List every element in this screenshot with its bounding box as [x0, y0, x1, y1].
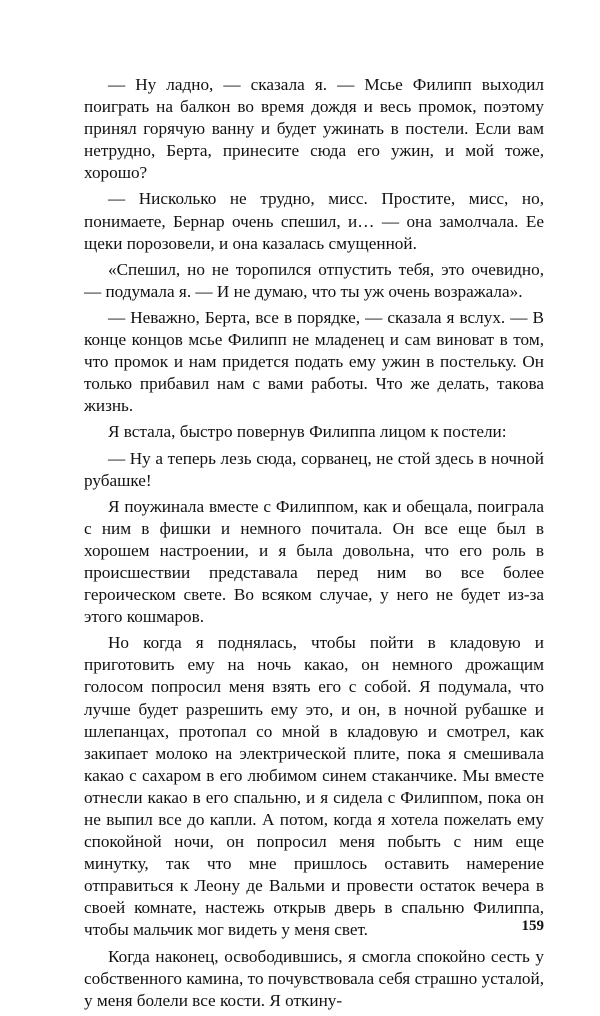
- body-text: [84, 74, 544, 1016]
- page-number: 159: [521, 918, 544, 934]
- paragraph: Я поужинала вместе с Филиппом, как и обещала, поиграла с ним в фишки и немного почитала. Он все еще был в хорошем настроении, и я была довольна, что его роль в происшествии представала перед ним во все более героическом свете. Во всяком случае, у него не будет из-за этого кошмаров.: [84, 496, 544, 627]
- paragraph: «Спешил, но не торопился отпустить тебя, это очевидно, — подумала я. — И не думаю, что ты уж очень возражала».: [84, 259, 544, 301]
- paragraph: — Ну ладно, — сказала я. — Мсье Филипп выходил поиграть на балкон во время дождя и весь промок, поэтому принял горячую ванну и будет ужинать в постели. Если вам нетрудно, Берта, принесите сюда его ужин, и мой тоже, хорошо?: [84, 75, 544, 183]
- paragraph: — Неважно, Берта, все в порядке, — сказала я вслух. — В конце концов мсье Филипп не младенец и сам виноват в том, что промок и нам придется подать ему ужин в постельку. Он только прибавил нам с вами работы. Что же делать, такова жизнь.: [84, 307, 544, 416]
- paragraph: Когда наконец, освободившись, я смогла спокойно сесть у собственного камина, то почувствовала себя страшно усталой, у меня болели все кости. Я откину-: [84, 946, 544, 1010]
- paragraph: Я встала, быстро повернув Филиппа лицом к постели:: [108, 422, 507, 442]
- paragraph: — Ну а теперь лезь сюда, сорванец, не стой здесь в ночной рубашке!: [84, 448, 544, 490]
- paragraph: — Нисколько не трудно, мисс. Простите, мисс, но, понимаете, Бернар очень спешил, и… — она замолчала. Ее щеки порозовели, и она казалась смущенной.: [84, 189, 544, 253]
- paragraph: Но когда я поднялась, чтобы пойти в кладовую и приготовить ему на ночь какао, он немного дрожащим голосом попросил меня взять его с собой. Я подумала, что лучше будет разрешить ему это, и он, в ночной рубашке и шлепанцах, протопал со мной в кладовую и смотрел, как закипает молоко на электрической плите, пока я смешивала какао с сахаром в его любимом синем стаканчике. Мы вместе отнесли какао в его спальню, и я сидела с Филиппом, пока он не выпил все до капли. А потом, когда я хотела пожелать ему спокойной ночи, он попросил меня побыть с ним еще минутку, так что мне пришлось оставить намерение отправиться к Леону де Вальми и провести остаток вечера в своей комнате, настежь открыв дверь в спальню Филиппа, чтобы мальчик мог видеть у меня свет.: [84, 633, 544, 940]
